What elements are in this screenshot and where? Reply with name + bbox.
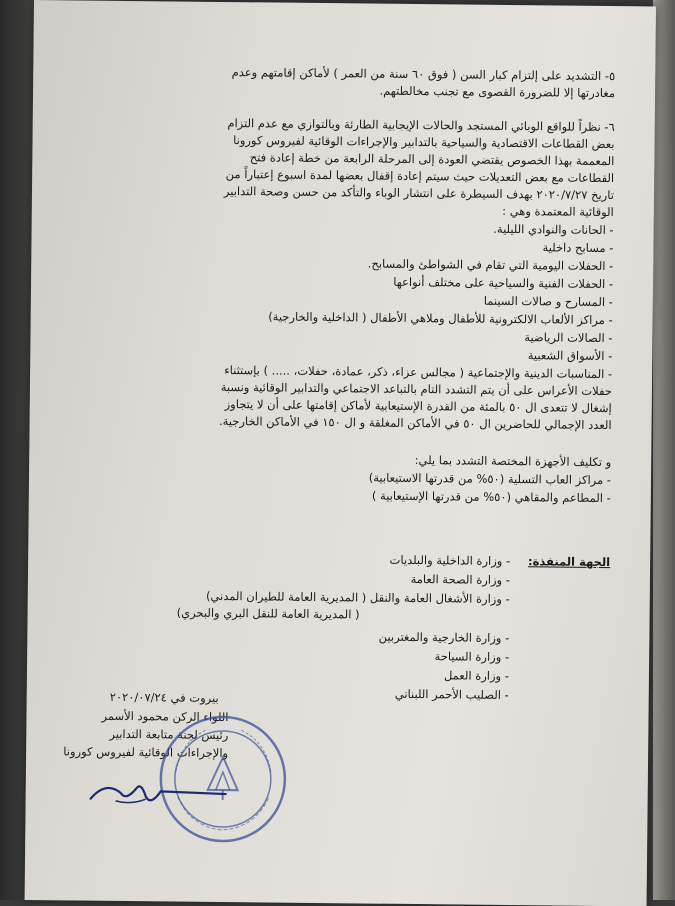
- tasking-item: - مراكز العاب التسلية (٥٠% من قدرتها الاستيعابية): [369, 470, 611, 490]
- item6-line: القطاعات مع بعض التعديلات حيث سيتم إعادة إقفال بعضها لمدة اسبوع إعتباراً من: [74, 164, 614, 187]
- item6-line: تاريخ ٢٠٢٠/٧/٢٧ بهدف السيطرة على انتشار الوباء والتأكد من حسن وصحة التدابير: [74, 181, 614, 204]
- document-page: [25, 0, 656, 906]
- executing-label: الجهة المنفذة:: [528, 553, 610, 571]
- item5-line2: مغادرتها إلا للضرورة القصوى مع تجنب مخالطتهم.: [95, 80, 615, 102]
- background-right: [653, 0, 675, 900]
- signatory-name: اللواء الركن محمود الأسمر: [101, 708, 228, 726]
- executing-entity: - وزارة الداخلية والبلديات: [389, 552, 510, 570]
- signature-date: بيروت في ٢٠٢٠/٠٧/٢٤: [110, 689, 219, 707]
- social-events-line: إشغال لا تتعدى ال ٥٠ بالمئة من القدرة الإستيعابية لأماكن إقامتها على أن لا يتجاوز: [225, 396, 612, 417]
- executing-entity: - وزارة السياحة: [434, 648, 509, 666]
- signatory-role: والإجراءات الوقائية لفيروس كورونا: [63, 743, 228, 762]
- signatory-role: رئيس لجنة متابعة التدابير: [109, 726, 228, 744]
- social-events-line: - المناسبات الدينية والإجتماعية ( مجالس عزاء، ذكر، عمادة، حفلات، ..... ) بإستثناء: [224, 362, 612, 383]
- executing-entity: ( المديرية العامة للنقل البري والبحري): [177, 605, 360, 624]
- closure-list-item: - المسارح و صالات السينما: [484, 293, 613, 311]
- closure-list-item: - الصالات الرياضية: [524, 329, 612, 347]
- executing-entity: - وزارة الصحة العامة: [411, 571, 511, 589]
- executing-entity: - وزارة الخارجية والمغتربين: [379, 629, 510, 647]
- social-events-line: حفلات الأعراس على أن يتم التشدد التام بالتباعد الاجتماعي والتدابير الوقائية ونسبة: [221, 379, 612, 400]
- closure-list-item: - الحفلات اليومية التي تقام في الشواطئ والمسابح.: [368, 256, 614, 276]
- tasking-intro: و تكليف الأجهزة المختصة التشدد بما يلي:: [415, 452, 612, 471]
- signature-scribble-icon: [86, 771, 236, 813]
- item6-line: المعممة بهذا الخصوص يقتضي العودة إلى المرحلة الرابعة من خطة إعادة فتح: [74, 147, 614, 170]
- closure-list-item: - مراكز الألعاب الالكترونية للأطفال وملاهي الأطفال ( الداخلية والخارجية): [268, 308, 613, 329]
- closure-list-item: - مسابح داخلية: [542, 239, 613, 257]
- executing-entity: - الصليب الأحمر اللبناني: [395, 686, 509, 704]
- closure-list-item: - الحانات والنوادي الليلية.: [493, 221, 614, 239]
- item5-line1: ٥- التشديد على إلتزام كبار السن ( فوق ٦٠ سنة من العمر ) لأماكن إقامتهم وعدم: [95, 63, 615, 85]
- item6-line: ٦- نظراً للواقع الوبائي المستجد والحالات الإيجابية الطارئة وبالتوازي مع عدم التزام: [75, 113, 615, 136]
- executing-entity: - وزارة العمل: [444, 667, 509, 685]
- executing-entity: - وزارة الأشغال العامة والنقل ( المديرية العامة للطيران المدني): [206, 588, 510, 608]
- tasking-item: - المطاعم والمقاهي (٥٠% من قدرتها الإستيعابية ): [372, 488, 611, 508]
- closure-list-item: - الحفلات الفنية والسياحية على مختلف أنواعها: [393, 274, 613, 293]
- item6-line: الوقائية المعتمدة وهي :: [74, 198, 614, 221]
- closure-list-item: - الأسواق الشعبية: [528, 347, 613, 365]
- social-events-line: العدد الإجمالي للحاضرين ال ٥٠ في الأماكن المغلقة و ال ١٥٠ في الأماكن الخارجية.: [219, 413, 612, 434]
- item6-line: بعض القطاعات الاقتصادية والسياحية بالتدابير والإجراءات الوقائية لفيروس كورونا: [74, 130, 614, 153]
